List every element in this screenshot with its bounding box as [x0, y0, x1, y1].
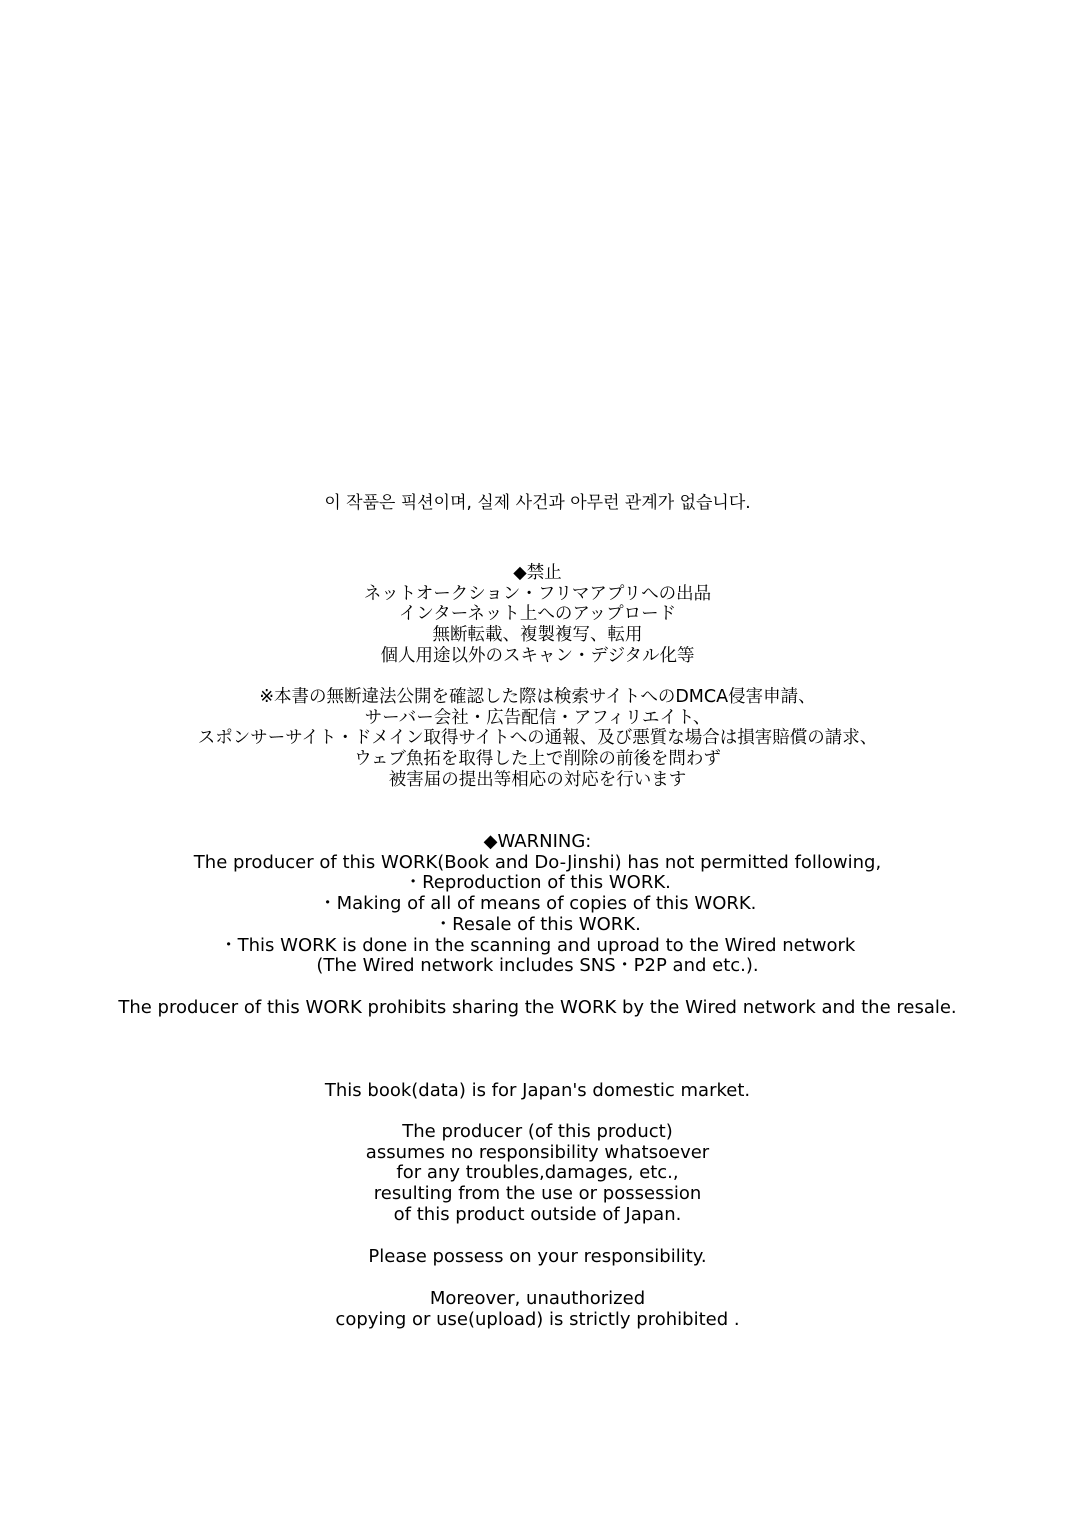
english-final-block [0, 1289, 1075, 1330]
english-warning-line: ・Resale of this WORK. [434, 913, 641, 935]
japanese-note-line: ※本書の無断違法公開を確認した際は検索サイトへのDMCA侵害申請、 [259, 687, 816, 707]
japanese-note-line: 被害届の提出等相応の対応を行います [388, 769, 687, 790]
english-final-line: copying or use(upload) is strictly prohibited . [335, 1308, 740, 1330]
english-disclaimer-line: for any troubles,damages, etc., [396, 1162, 679, 1184]
japanese-prohibition-heading: ◆禁止 [513, 563, 562, 583]
japanese-prohibition-block [0, 563, 1075, 667]
english-warning-heading: ◆WARNING: [483, 831, 592, 852]
japanese-note-line: サーバー会社・広告配信・アフィリエイト、 [364, 707, 711, 728]
english-disclaimer-line: resulting from the use or possession [373, 1183, 702, 1205]
english-warning-line: ・Reproduction of this WORK. [404, 872, 671, 894]
english-prohibit: The producer of this WORK prohibits sharing the WORK by the Wired network and the resale. [118, 997, 957, 1018]
english-warning-line: ・This WORK is done in the scanning and uproad to the Wired network [219, 934, 856, 956]
english-disclaimer-block [0, 1122, 1075, 1226]
korean-notice: 이 작품은 픽션이며, 실제 사건과 아무런 관계가 없습니다. [324, 493, 751, 513]
japanese-note-block [0, 687, 1075, 791]
japanese-prohibition-line: 個人用途以外のスキャン・デジタル化等 [380, 645, 695, 666]
english-warning-block [0, 832, 1075, 977]
english-market: This book(data) is for Japan's domestic market. [324, 1080, 751, 1101]
english-warning-line: (The Wired network includes SNS・P2P and etc.). [316, 955, 759, 977]
english-warning-line: The producer of this WORK(Book and Do-Jinshi) has not permitted following, [193, 851, 882, 873]
english-prohibit-block [0, 998, 1075, 1019]
english-possess: Please possess on your responsibility. [368, 1246, 707, 1267]
japanese-prohibition-line: ネットオークション・フリマアプリへの出品 [363, 583, 712, 604]
english-final-line: Moreover, unauthorized [429, 1288, 646, 1309]
korean-notice-block [0, 493, 1075, 514]
english-disclaimer-line: assumes no responsibility whatsoever [365, 1141, 710, 1163]
japanese-prohibition-line: 無断転載、複製複写、転用 [432, 625, 643, 646]
japanese-prohibition-line: インターネット上へのアップロード [398, 604, 677, 625]
english-market-block [0, 1081, 1075, 1102]
japanese-note-line: スポンサーサイト・ドメイン取得サイトへの通報、及び悪質な場合は損害賠償の請求、 [197, 728, 878, 749]
english-possess-block [0, 1247, 1075, 1268]
english-warning-line: ・Making of all of means of copies of this WORK. [318, 893, 757, 915]
english-disclaimer-line: The producer (of this product) [402, 1121, 673, 1142]
english-disclaimer-line: of this product outside of Japan. [393, 1203, 682, 1225]
japanese-note-line: ウェブ魚拓を取得した上で削除の前後を問わず [354, 749, 721, 770]
